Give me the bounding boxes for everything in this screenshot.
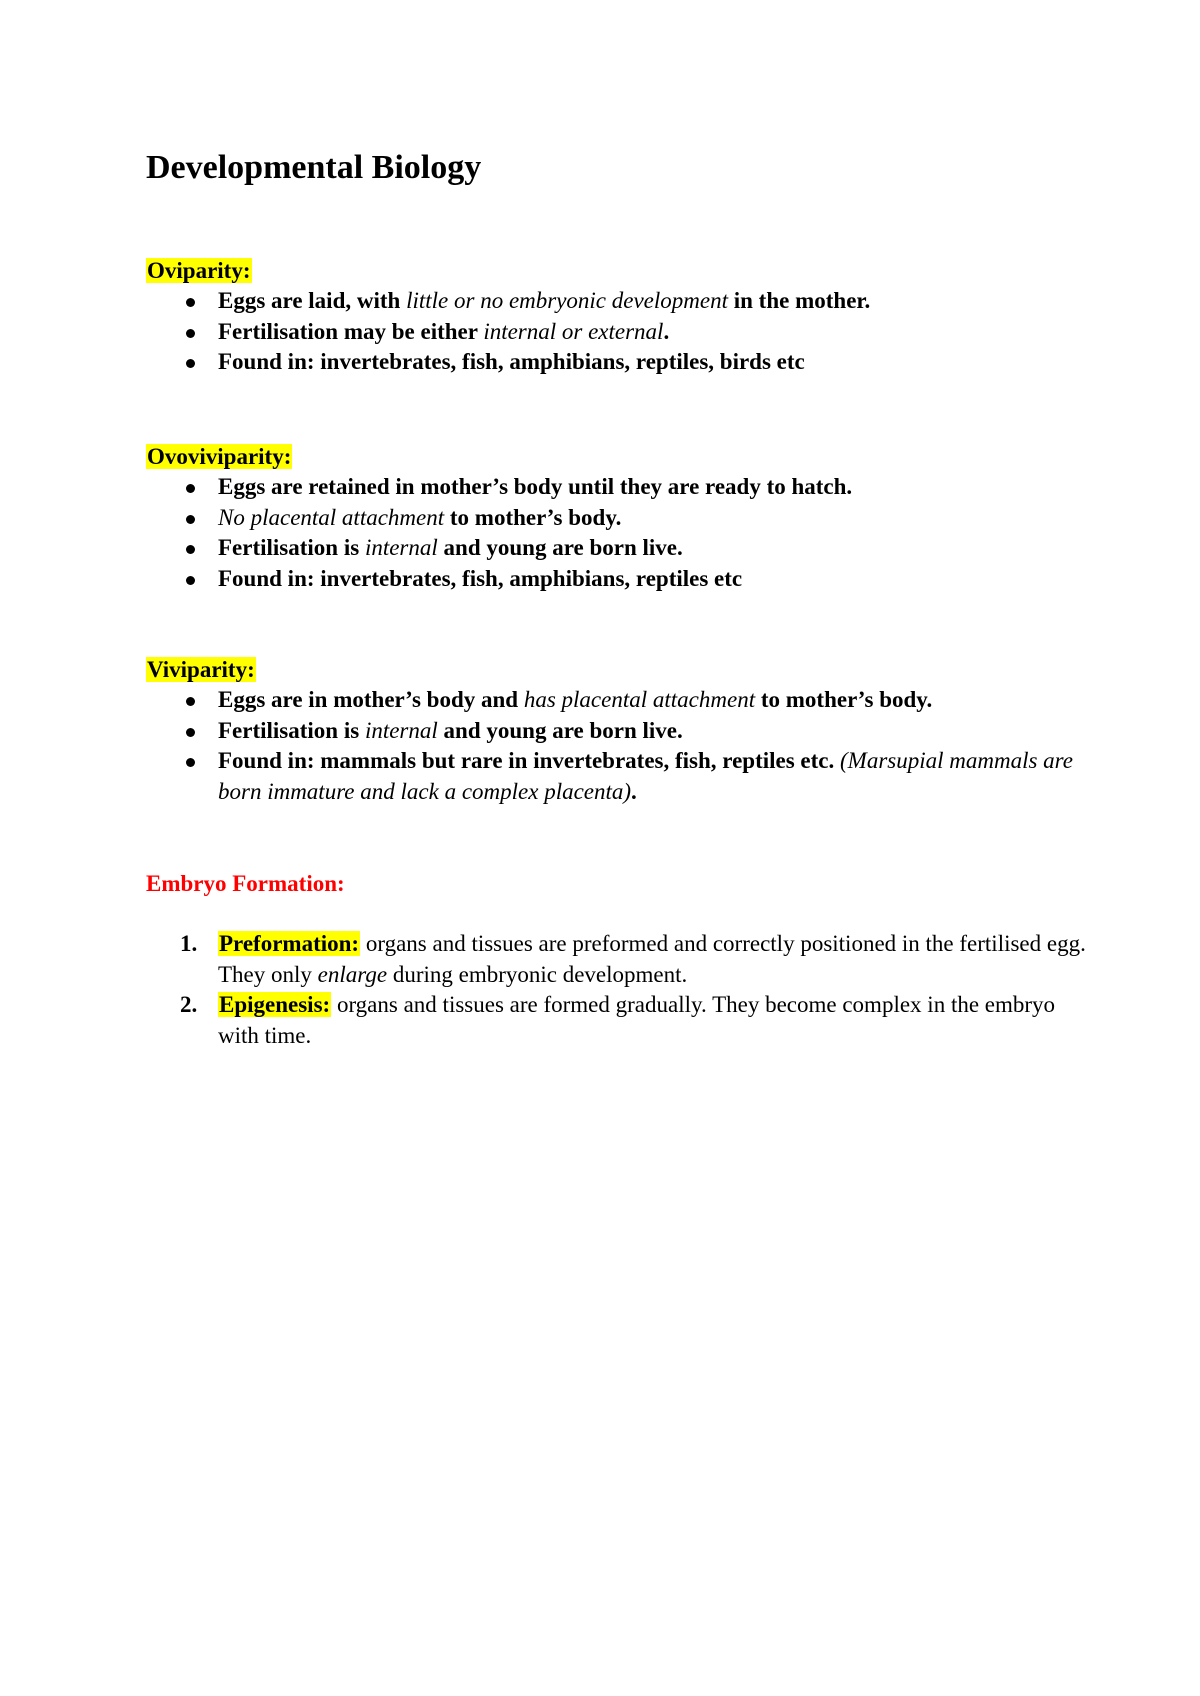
list-item: Found in: invertebrates, fish, amphibians, reptiles etc <box>146 564 1086 595</box>
section-oviparity <box>146 256 1086 378</box>
list-item: Fertilisation is internal and young are born live. <box>146 716 1086 747</box>
numbered-list-embryo-formation <box>146 929 1086 1051</box>
section-heading-ovoviviparity: Ovoviviparity: <box>147 444 292 469</box>
list-item: 2. Epigenesis: organs and tissues are formed gradually. They become complex in the embryo with time. <box>180 992 1056 1048</box>
list-item: Fertilisation is internal and young are born live. <box>146 533 1086 564</box>
page-title: Developmental Biology <box>146 149 482 186</box>
list-item: Eggs are laid, with little or no embryonic development in the mother. <box>146 286 1086 317</box>
bullet-list-ovoviviparity <box>146 472 1086 594</box>
list-item: Eggs are in mother’s body and has placental attachment to mother’s body. <box>146 685 1086 716</box>
list-item: Eggs are retained in mother’s body until they are ready to hatch. <box>146 472 1086 503</box>
bullet-list-oviparity <box>146 286 1086 378</box>
list-number: 1. <box>180 931 198 956</box>
term-epigenesis: Epigenesis: <box>219 992 331 1017</box>
list-item: Found in: mammals but rare in invertebrates, fish, reptiles etc. (Marsupial mammals are born immature and lack a complex placenta). <box>146 746 1086 807</box>
list-number: 2. <box>180 992 198 1017</box>
section-viviparity <box>146 655 1086 807</box>
list-item: Fertilisation may be either internal or external. <box>146 317 1086 348</box>
section-ovoviviparity <box>146 442 1086 594</box>
section-heading-oviparity: Oviparity: <box>147 258 251 283</box>
list-item: Found in: invertebrates, fish, amphibians, reptiles, birds etc <box>146 347 1086 378</box>
section-heading-viviparity: Viviparity: <box>147 657 255 682</box>
bullet-list-viviparity <box>146 685 1086 807</box>
list-item: 1. Preformation: organs and tissues are preformed and correctly positioned in the fertilised egg. They only enlarge during embryonic development. <box>180 931 1086 987</box>
term-preformation: Preformation: <box>219 931 360 956</box>
section-embryo-formation <box>146 869 1086 1051</box>
section-heading-embryo-formation: Embryo Formation: <box>146 871 345 896</box>
list-item: No placental attachment to mother’s body. <box>146 503 1086 534</box>
